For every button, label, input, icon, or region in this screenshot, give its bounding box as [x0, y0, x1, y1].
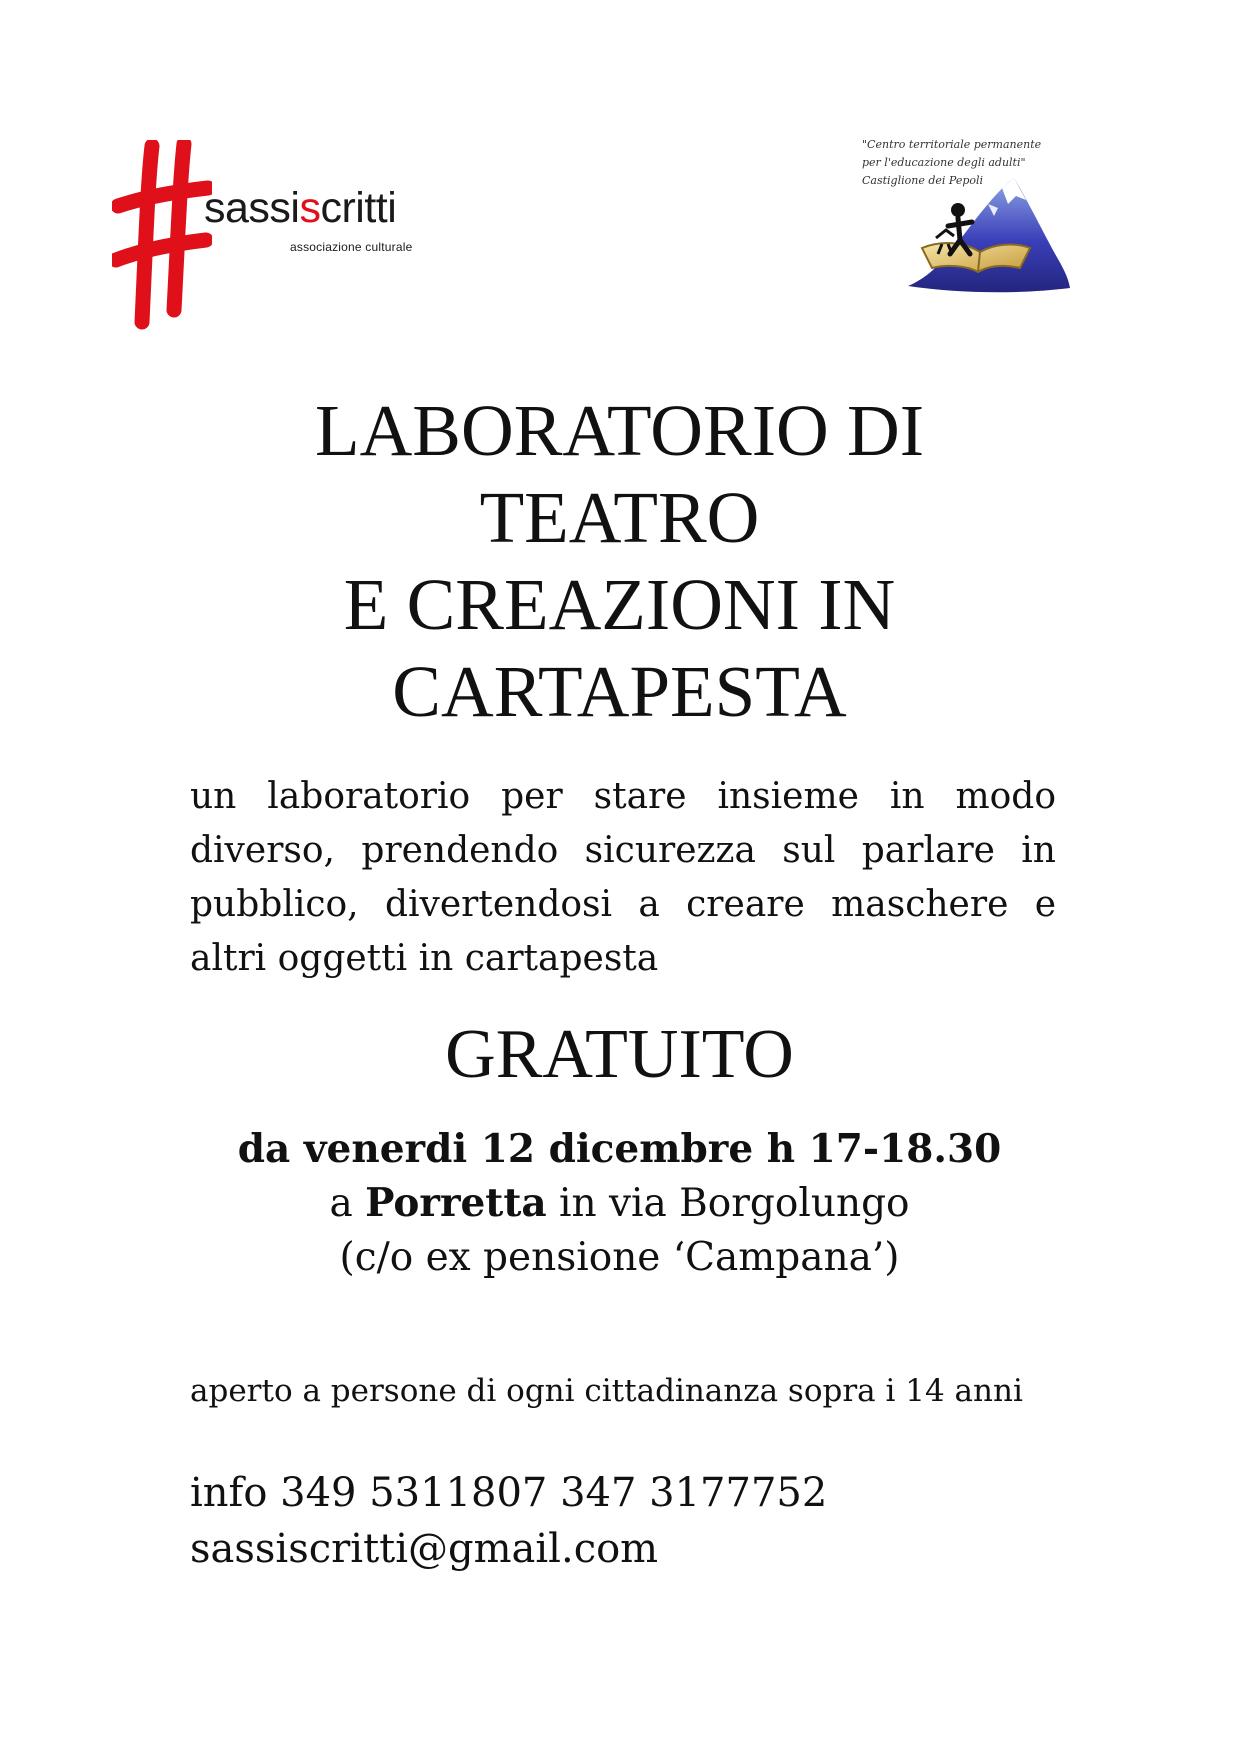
title-line-4: CARTAPESTA: [392, 651, 847, 732]
event-details: [0, 1122, 1239, 1285]
event-title: [0, 387, 1239, 735]
event-date-time: da venerdi 12 dicembre h 17-18.30: [237, 1126, 1002, 1172]
brand-name: sassiscritti: [204, 184, 397, 232]
hashtag-logo-icon: [112, 140, 212, 330]
ctp-logo-text: "Centro territoriale permanente per l'educazione degli adulti" Castiglione dei Pepoli: [862, 138, 1042, 187]
event-location: a Porretta in via Borgolungo: [329, 1180, 910, 1226]
free-label: GRATUITO: [445, 1016, 794, 1093]
ctp-logo: [860, 136, 1070, 296]
title-line-1: LABORATORIO DI: [314, 390, 925, 471]
brand-tagline: associazione culturale: [290, 240, 413, 254]
contact-email: sassiscritti@gmail.com: [190, 1526, 659, 1572]
event-town: Porretta: [365, 1180, 547, 1226]
title-line-2: TEATRO: [479, 477, 760, 558]
contact-info: [190, 1465, 827, 1577]
mountain-book-icon: [902, 164, 1072, 294]
audience-note: aperto a persone di ogni cittadinanza sopra i 14 anni: [190, 1373, 1023, 1409]
event-venue-note: (c/o ex pensione ‘Campana’): [339, 1235, 900, 1280]
event-description: un laboratorio per stare insieme in modo diverso, prendendo sicurezza sul parlare in pubblico, divertendosi a creare maschere e altri oggetti in cartapesta: [190, 776, 1056, 979]
contact-phones: info 349 5311807 347 3177752: [190, 1470, 828, 1516]
title-line-3: E CREAZIONI IN: [343, 564, 896, 645]
sassiscritti-logo: [112, 140, 452, 330]
